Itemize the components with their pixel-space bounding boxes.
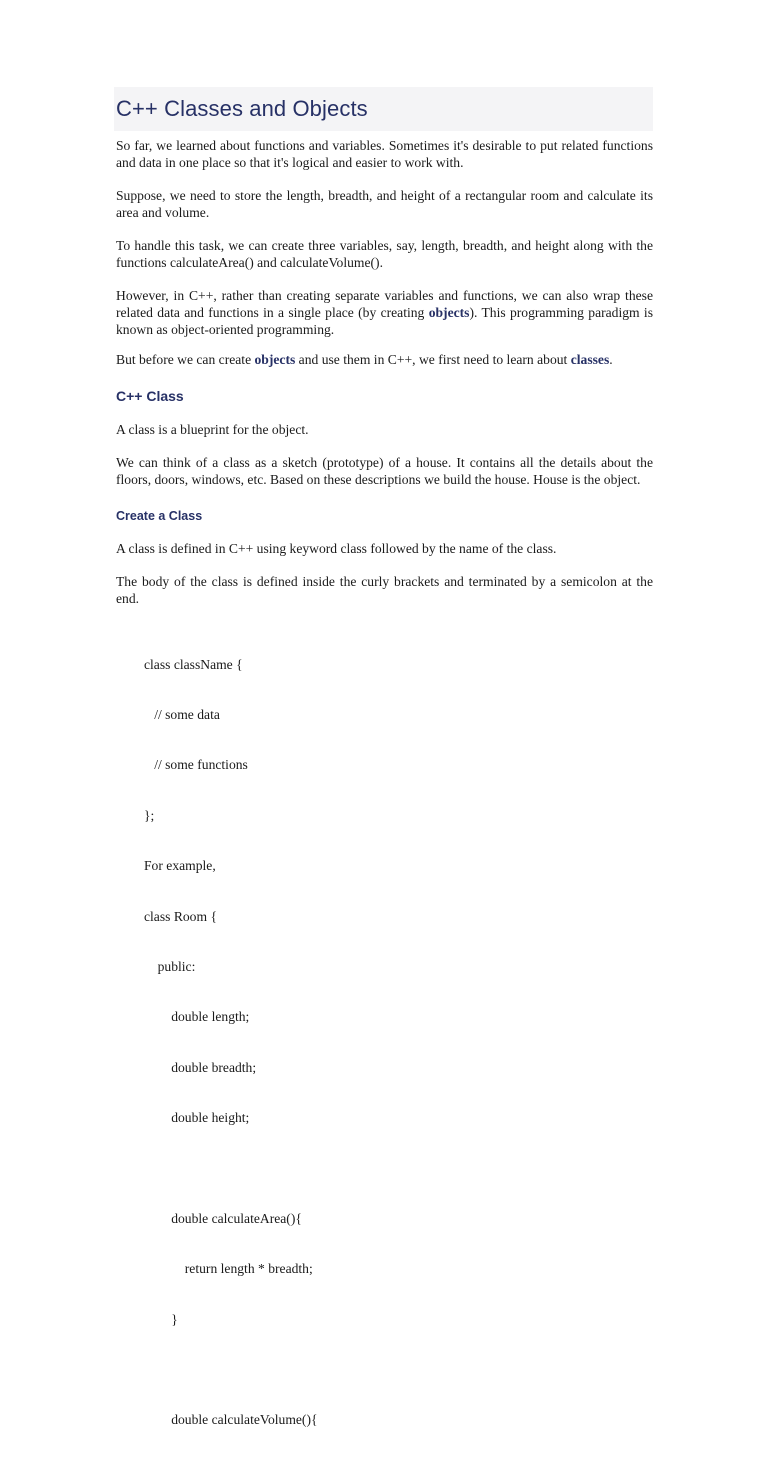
code-line: // some data [144, 706, 220, 722]
intro-p4-text-before: However, in C++, rather than creating separate variables and functions, we can also wrap these related data and functions in a single place (by creating [116, 288, 653, 320]
page-title: C++ Classes and Objects [116, 96, 368, 121]
classes-link[interactable]: classes [570, 352, 610, 367]
class-paragraph-2: We can think of a class as a sketch (prototype) of a house. It contains all the details about the floors, doors, windows, etc. Based on these descriptions we build the house. House is the object. [116, 455, 653, 487]
intro-paragraph-3: To handle this task, we can create three variables, say, length, breadth, and height along with the functions calculateArea() and calculateVolume(). [116, 238, 653, 270]
code-line: class Room { [144, 908, 217, 924]
objects-link[interactable]: objects [428, 305, 470, 320]
intro-p5-text-before: But before we can create [116, 352, 255, 367]
intro-p5-text-after: . [609, 352, 613, 367]
document-page [116, 87, 653, 1463]
code-line: double length; [144, 1009, 250, 1025]
code-line: // some functions [144, 757, 248, 773]
create-paragraph-2: The body of the class is defined inside the curly brackets and terminated by a semicolon at the end. [116, 574, 653, 606]
code-line: double calculateVolume(){ [144, 1412, 318, 1428]
code-line: double calculateArea(){ [144, 1210, 302, 1226]
intro-paragraph-5 [116, 351, 653, 368]
code-line: public: [144, 958, 196, 974]
code-block [116, 623, 653, 1463]
intro-p5-text-middle: and use them in C++, we first need to learn about [295, 352, 571, 367]
create-class-heading: Create a Class [116, 509, 203, 523]
code-line: For example, [144, 858, 216, 874]
title-band [114, 87, 653, 131]
code-line: double height; [144, 1110, 250, 1126]
code-line: double breadth; [144, 1059, 257, 1075]
cpp-class-heading: C++ Class [116, 388, 184, 404]
code-line: }; [144, 807, 155, 823]
intro-paragraph-2: Suppose, we need to store the length, breadth, and height of a rectangular room and calculate its area and volume. [116, 188, 653, 220]
objects-link-2[interactable]: objects [254, 352, 296, 367]
intro-paragraph-4 [116, 287, 653, 338]
class-paragraph-1: A class is a blueprint for the object. [116, 422, 309, 437]
intro-p4-text-after: ). This programming paradigm is known as object-oriented programming. [116, 305, 653, 337]
code-line [144, 1161, 653, 1178]
code-line: class className { [144, 656, 243, 672]
code-line [144, 1362, 653, 1379]
create-paragraph-1: A class is defined in C++ using keyword class followed by the name of the class. [116, 541, 557, 556]
intro-paragraph-1: So far, we learned about functions and variables. Sometimes it's desirable to put related functions and data in one place so that it's logical and easier to work with. [116, 138, 653, 170]
code-line: } [144, 1311, 178, 1327]
code-line: return length * breadth; [144, 1261, 313, 1277]
